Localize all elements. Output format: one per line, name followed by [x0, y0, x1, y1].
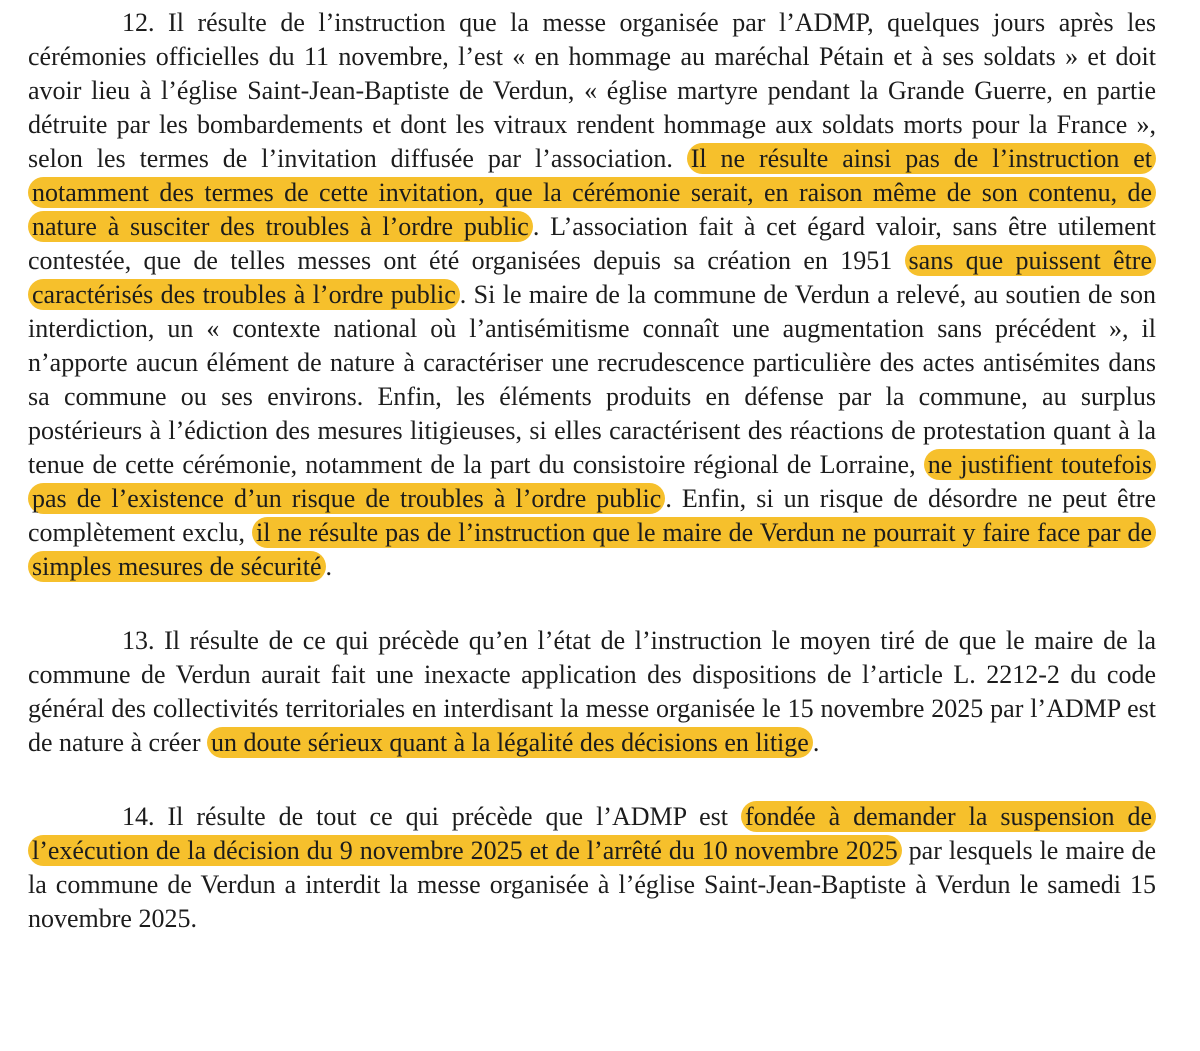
text-segment: . Enfin, si un risque de désordre ne peut être complètement exclu, [28, 484, 1157, 547]
text-segment: . [812, 728, 820, 757]
paragraph-13 [28, 624, 1156, 760]
highlighted-text: Il ne résulte ainsi pas de l’instruction et notamment des termes de cette invitation, que la cérémonie serait, en raison même de son contenu, de nature à susciter des troubles à l’ordre public [28, 143, 1156, 242]
text-segment: 13. Il résulte de ce qui précède qu’en l’état de l’instruction le moyen tiré de que le maire de la commune de Verdun aurait fait une inexacte application des dispositions de l’article L. 2212-2 du code général des collectivités territoriales en interdisant la messe organisée le 15 novembre 2025 par l’ADMP est de nature à créer [28, 626, 1156, 757]
highlighted-text: ne justifient toutefois pas de l’existence d’un risque de troubles à l’ordre public [28, 449, 1156, 514]
paragraph-14 [28, 800, 1156, 936]
paragraph-12 [28, 6, 1156, 584]
highlighted-text: un doute sérieux quant à la légalité des décisions en litige [207, 727, 813, 758]
text-segment: . [325, 552, 333, 581]
highlighted-text: il ne résulte pas de l’instruction que le maire de Verdun ne pourrait y faire face par de simples mesures de sécurité [28, 517, 1156, 582]
text-segment: . Si le maire de la commune de Verdun a relevé, au soutien de son interdiction, un « contexte national où l’antisémitisme connaît une augmentation sans précédent », il n’apporte aucun élément de nature à caractériser une recrudescence particulière des actes antisémites dans sa commune ou ses environs. Enfin, les éléments produits en défense par la commune, au surplus postérieurs à l’édiction des mesures litigieuses, si elles caractérisent des réactions de protestation quant à la tenue de cette cérémonie, notamment de la part du consistoire régional de Lorraine, [28, 280, 1156, 479]
text-segment: par lesquels le maire de la commune de Verdun a interdit la messe organisée à l’église Saint-Jean-Baptiste à Verdun le samedi 15 novembre 2025. [28, 836, 1157, 933]
text-segment: 12. Il résulte de l’instruction que la messe organisée par l’ADMP, quelques jours après les cérémonies officielles du 11 novembre, l’est « en hommage au maréchal Pétain et à ses soldats » et doit avoir lieu à l’église Saint-Jean-Baptiste de Verdun, « église martyre pendant la Grande Guerre, en partie détruite par les bombardements et dont les vitraux rendent hommage aux soldats morts pour la France », selon les termes de l’invitation diffusée par l’association. [28, 8, 1156, 173]
document-page [28, 6, 1156, 936]
highlighted-text: fondée à demander la suspension de l’exécution de la décision du 9 novembre 2025 et de l’arrêté du 10 novembre 2025 [28, 801, 1156, 866]
highlighted-text: sans que puissent être caractérisés des troubles à l’ordre public [28, 245, 1156, 310]
text-segment: 14. Il résulte de tout ce qui précède que l’ADMP est [122, 802, 741, 831]
text-segment: . L’association fait à cet égard valoir, sans être utilement contestée, que de telles messes ont été organisées depuis sa création en 1951 [28, 212, 1156, 275]
